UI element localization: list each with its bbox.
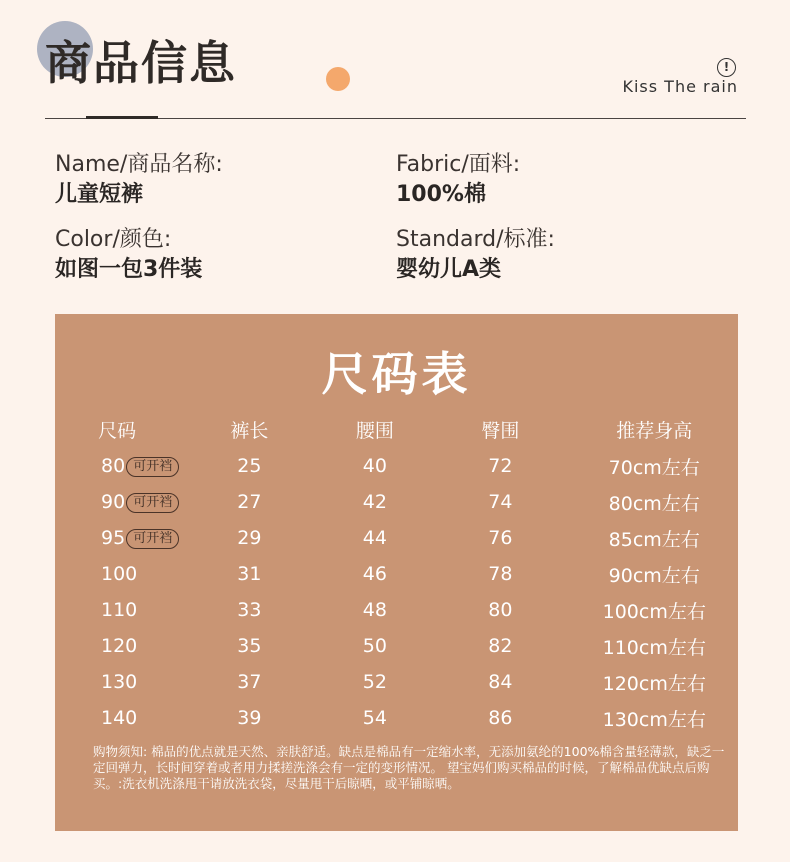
- cell-height: 90cm左右: [608, 564, 700, 587]
- column-header-length: 裤长: [230, 419, 269, 442]
- open-crotch-badge: 可开裆: [126, 457, 179, 477]
- info-standard-label: Standard/标准:: [396, 227, 555, 252]
- cell-length: 35: [237, 635, 262, 657]
- open-crotch-badge: 可开裆: [126, 529, 179, 549]
- column-header-hip: 臀围: [481, 419, 520, 442]
- exclamation-circle-icon: !: [717, 58, 736, 77]
- cell-waist: 42: [362, 491, 387, 513]
- cell-hip: 84: [488, 671, 513, 693]
- size-table-header: [55, 410, 738, 448]
- size-value: 100: [101, 563, 138, 585]
- size-chart-panel: [55, 314, 738, 831]
- cell-length: 29: [237, 527, 262, 549]
- decorative-dot: [326, 67, 350, 91]
- cell-length: 39: [237, 707, 262, 729]
- size-value: 140: [101, 707, 138, 729]
- info-color-label: Color/颜色:: [55, 227, 172, 252]
- cell-height: 70cm左右: [608, 456, 700, 479]
- info-color: [55, 225, 202, 285]
- cell-size: [55, 592, 179, 628]
- size-value: 80: [101, 455, 126, 477]
- size-chart-title: 尺码表: [321, 347, 472, 401]
- cell-height: 130cm左右: [602, 708, 706, 731]
- info-fabric: [396, 150, 520, 210]
- table-row: [55, 700, 738, 736]
- cell-waist: 44: [362, 527, 387, 549]
- info-standard: [396, 225, 555, 285]
- purchase-note: 购物须知: 棉品的优点就是天然、亲肤舒适。缺点是棉品有一定缩水率，无添加氨纶的100%棉含量轻薄款，缺乏一定回弹力，长时间穿着或者用力揉搓洗涤会有一定的变形情况。 望宝妈们购买棉品的时候，了解棉品优缺点后购买。:洗衣机洗涤甩干请放洗衣袋，尽量甩干后晾晒，或平铺晾晒。: [93, 744, 725, 791]
- cell-waist: 40: [362, 455, 387, 477]
- cell-length: 37: [237, 671, 262, 693]
- cell-height: 110cm左右: [602, 636, 706, 659]
- info-name-value: 儿童短裤: [55, 182, 144, 207]
- cell-length: 27: [237, 491, 262, 513]
- table-row: [55, 448, 738, 484]
- table-row: [55, 484, 738, 520]
- size-value: 120: [101, 635, 138, 657]
- cell-size: [55, 448, 179, 484]
- cell-size: [55, 664, 179, 700]
- table-row: [55, 592, 738, 628]
- cell-waist: 48: [362, 599, 387, 621]
- cell-waist: 50: [362, 635, 387, 657]
- info-name: [55, 150, 223, 210]
- cell-hip: 82: [488, 635, 513, 657]
- open-crotch-badge: 可开裆: [126, 493, 179, 513]
- column-header-size: 尺码: [98, 419, 137, 442]
- brand-name: Kiss The rain: [622, 77, 738, 96]
- size-table: [55, 410, 738, 736]
- cell-height: 80cm左右: [608, 492, 700, 515]
- size-value: 95: [101, 527, 126, 549]
- cell-size: [55, 556, 179, 592]
- table-row: [55, 664, 738, 700]
- size-value: 130: [101, 671, 138, 693]
- info-fabric-label: Fabric/面料:: [396, 152, 521, 177]
- cell-length: 25: [237, 455, 262, 477]
- cell-hip: 78: [488, 563, 513, 585]
- column-header-height: 推荐身高: [616, 419, 693, 442]
- table-row: [55, 556, 738, 592]
- page-title: 商品信息: [45, 36, 237, 90]
- cell-hip: 86: [488, 707, 513, 729]
- cell-height: 100cm左右: [602, 600, 706, 623]
- cell-hip: 76: [488, 527, 513, 549]
- size-value: 110: [101, 599, 138, 621]
- cell-hip: 74: [488, 491, 513, 513]
- table-row: [55, 520, 738, 556]
- table-row: [55, 628, 738, 664]
- cell-size: [55, 484, 179, 520]
- info-name-label: Name/商品名称:: [55, 152, 223, 177]
- cell-waist: 54: [362, 707, 387, 729]
- cell-size: [55, 520, 179, 556]
- cell-size: [55, 628, 179, 664]
- info-fabric-value: 100%棉: [396, 182, 486, 207]
- cell-length: 33: [237, 599, 262, 621]
- cell-height: 120cm左右: [602, 672, 706, 695]
- info-standard-value: 婴幼儿A类: [396, 257, 502, 282]
- size-value: 90: [101, 491, 126, 513]
- cell-waist: 46: [362, 563, 387, 585]
- cell-hip: 80: [488, 599, 513, 621]
- header-divider-accent: [86, 116, 158, 119]
- cell-hip: 72: [488, 455, 513, 477]
- column-header-waist: 腰围: [355, 419, 394, 442]
- cell-size: [55, 700, 179, 736]
- cell-height: 85cm左右: [608, 528, 700, 551]
- info-color-value: 如图一包3件装: [55, 257, 203, 282]
- cell-length: 31: [237, 563, 262, 585]
- cell-waist: 52: [362, 671, 387, 693]
